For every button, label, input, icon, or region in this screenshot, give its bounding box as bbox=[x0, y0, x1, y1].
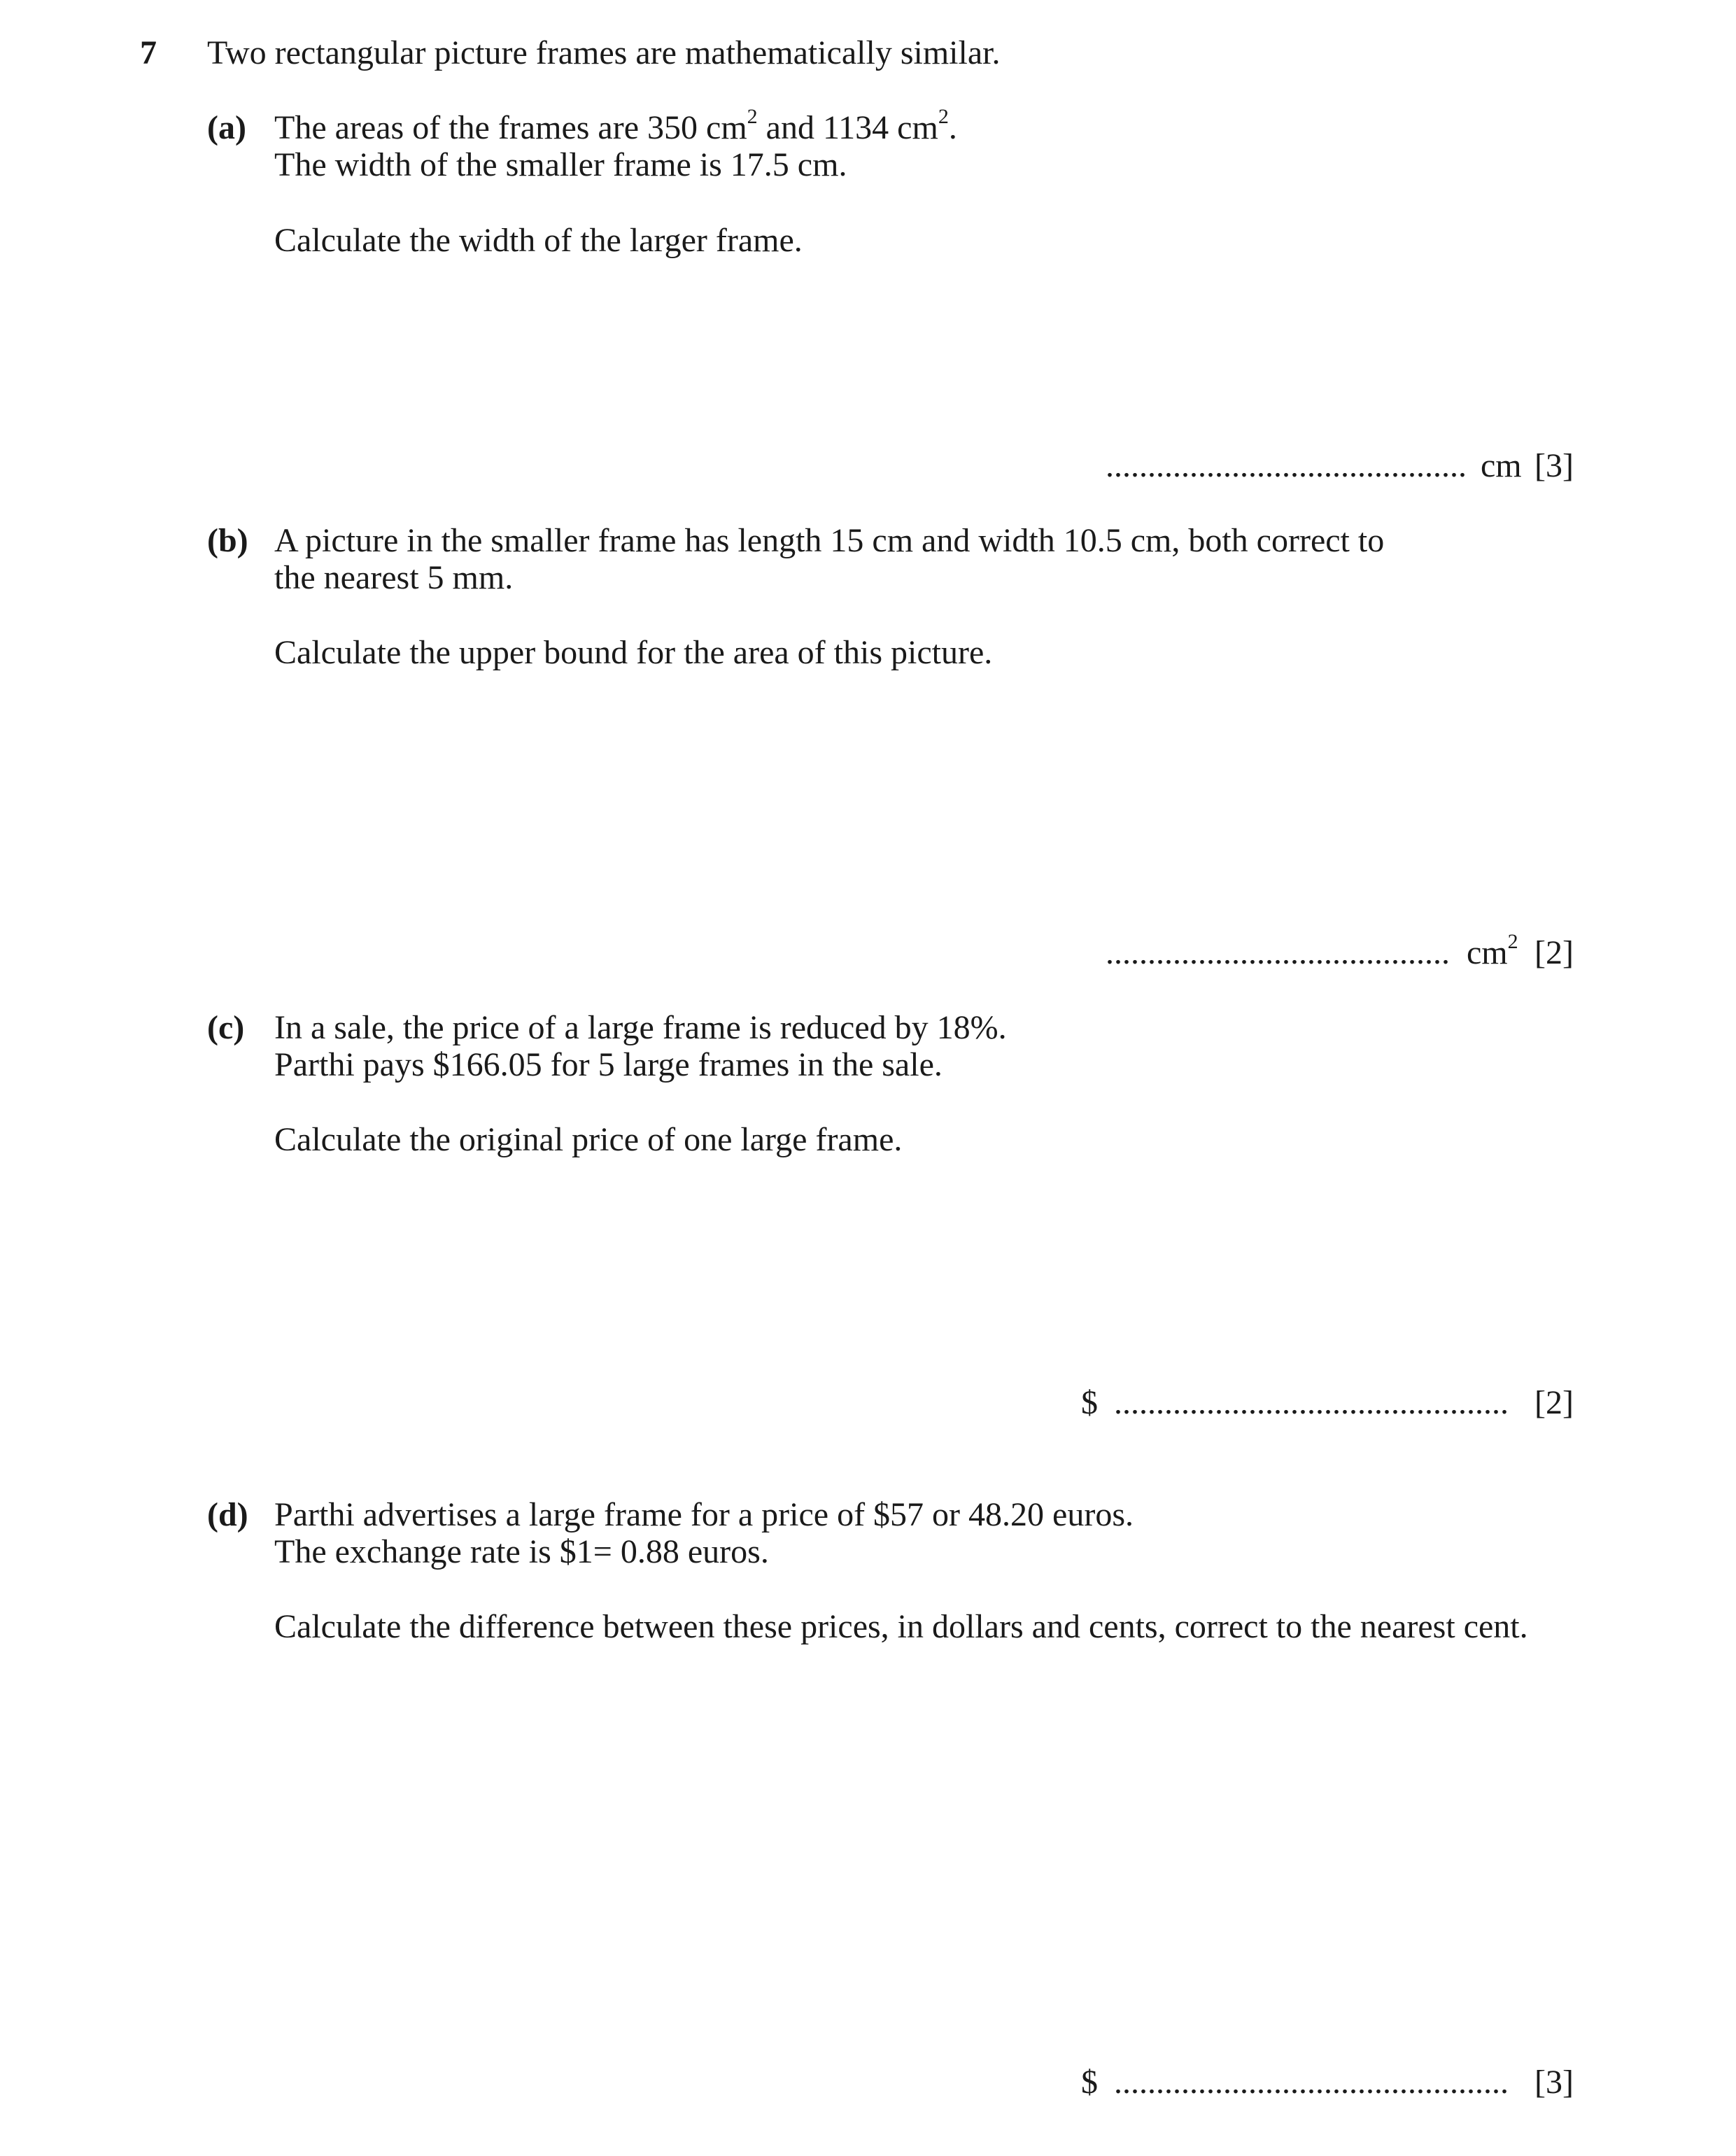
part-c-instruction: Calculate the original price of one large frame. bbox=[274, 1121, 903, 1158]
part-a-label: (a) bbox=[207, 109, 246, 146]
part-a-instruction: Calculate the width of the larger frame. bbox=[274, 222, 803, 259]
part-a-marks: [3] bbox=[1534, 447, 1574, 484]
part-c-marks: [2] bbox=[1534, 1384, 1574, 1421]
part-c-answer-prefix: $ bbox=[1081, 1384, 1098, 1421]
part-b-instruction: Calculate the upper bound for the area of this picture. bbox=[274, 634, 993, 671]
part-d-line2: The exchange rate is $1= 0.88 euros. bbox=[274, 1533, 769, 1570]
part-d-line1: Parthi advertises a large frame for a price of $57 or 48.20 euros. bbox=[274, 1496, 1134, 1533]
part-b-line2: the nearest 5 mm. bbox=[274, 559, 514, 596]
part-c-label: (c) bbox=[207, 1009, 245, 1046]
part-a-line2: The width of the smaller frame is 17.5 cm. bbox=[274, 146, 847, 183]
question-intro: Two rectangular picture frames are mathematically similar. bbox=[207, 34, 1001, 71]
answer-unit: cm bbox=[1481, 447, 1522, 484]
answer-unit: $cm^2$ bbox=[1467, 930, 1518, 971]
part-c-answer-dots[interactable]: ............................................... bbox=[1114, 1384, 1509, 1421]
part-a-answer-line bbox=[1106, 446, 1522, 486]
part-b-marks: [2] bbox=[1534, 934, 1574, 971]
part-b-label: (b) bbox=[207, 522, 248, 559]
part-c-line2: Parthi pays $166.05 for 5 large frames in the sale. bbox=[274, 1046, 943, 1083]
part-a-line1: The areas of the frames are 350 $cm^2$ and 1134 $cm^2$. bbox=[274, 105, 957, 146]
part-d-label: (d) bbox=[207, 1496, 248, 1533]
part-d-marks: [3] bbox=[1534, 2064, 1574, 2101]
answer-dots[interactable]: ........................................... bbox=[1106, 447, 1467, 484]
question-number: 7 bbox=[140, 34, 157, 71]
part-b-line1: A picture in the smaller frame has length 15 cm and width 10.5 cm, both correct to bbox=[274, 522, 1385, 559]
part-b-answer-line bbox=[1106, 930, 1518, 973]
part-d-answer-prefix: $ bbox=[1081, 2064, 1098, 2101]
part-c-line1: In a sale, the price of a large frame is reduced by 18%. bbox=[274, 1009, 1007, 1046]
part-d-answer-dots[interactable]: ............................................... bbox=[1114, 2064, 1509, 2101]
answer-dots[interactable]: ......................................... bbox=[1106, 934, 1450, 971]
part-d-instruction: Calculate the difference between these prices, in dollars and cents, correct to the nearest cent. bbox=[274, 1608, 1528, 1645]
